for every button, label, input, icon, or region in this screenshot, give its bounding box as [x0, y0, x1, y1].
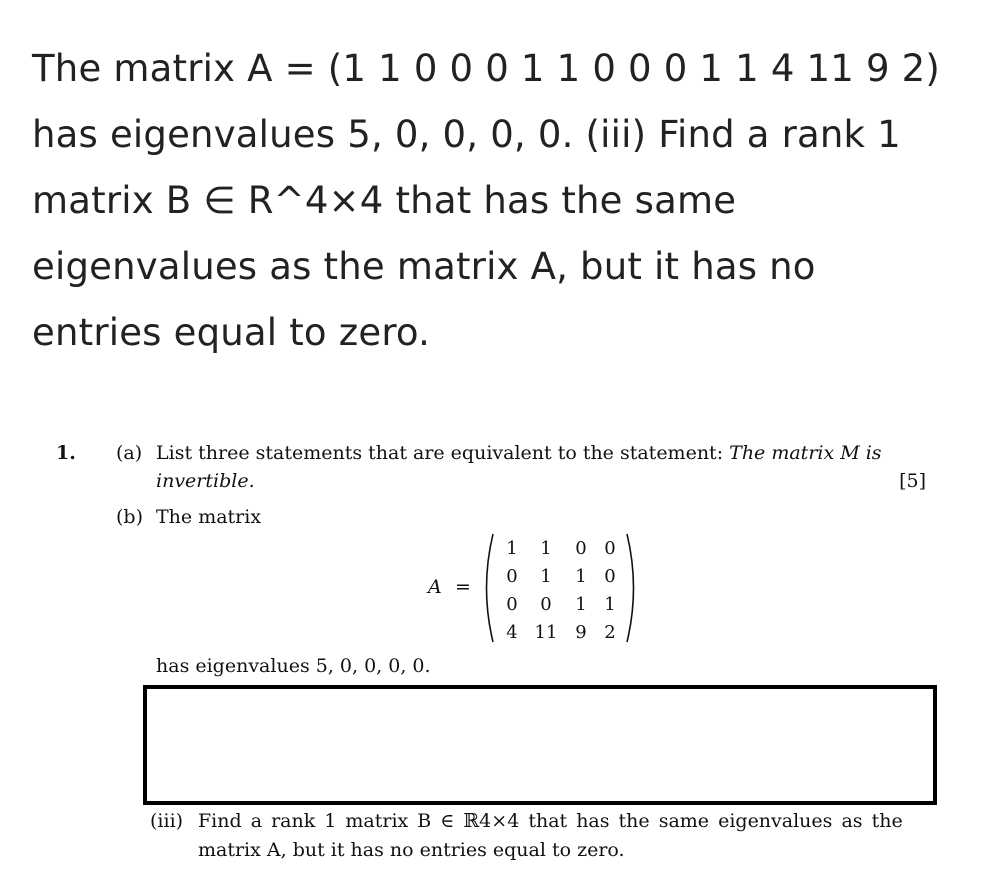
matrix-cell: 1: [540, 565, 552, 587]
matrix-row: [498, 534, 624, 562]
part-a-text: [156, 442, 882, 464]
marks-label: [5]: [899, 470, 926, 492]
matrix-row: [498, 562, 624, 590]
matrix-row: [498, 590, 624, 618]
part-a-text-line2: invertible.: [156, 470, 255, 492]
matrix-equals-sign: =: [455, 576, 471, 598]
part-a-label: (a): [116, 442, 143, 464]
part-a-text-italic: The matrix M is: [729, 442, 882, 464]
question-text: [32, 36, 952, 366]
matrix-cell: 9: [575, 621, 587, 643]
left-parenthesis: [478, 532, 496, 644]
matrix-cell: 4: [506, 621, 518, 643]
part-iii-text-line2: matrix A, but it has no entries equal to zero.: [198, 839, 625, 861]
matrix-name: A: [428, 576, 442, 598]
question-line: has eigenvalues 5, 0, 0, 0, 0. (iii) Find a rank 1: [32, 113, 901, 156]
matrix-cell: 1: [575, 565, 587, 587]
matrix-cell: 0: [575, 537, 587, 559]
question-number: 1.: [56, 442, 76, 464]
matrix-cell: 0: [506, 593, 518, 615]
part-iii-text: Find a rank 1 matrix B ∈ ℝ4×4 that has the same eigenvalues as the: [198, 810, 903, 832]
question-line: The matrix A = (1 1 0 0 0 1 1 0 0 0 1 1 4 11 9 2): [32, 47, 941, 90]
matrix-cell: 0: [604, 565, 616, 587]
matrix-cell: 2: [604, 621, 616, 643]
matrix-cell: 1: [540, 537, 552, 559]
question-line: entries equal to zero.: [32, 311, 431, 354]
matrix-cell: 1: [506, 537, 518, 559]
matrix-row: [498, 618, 624, 646]
question-line: eigenvalues as the matrix A, but it has no: [32, 245, 816, 288]
answer-box[interactable]: [143, 685, 937, 805]
matrix-cell: 1: [604, 593, 616, 615]
eigenvalues-text: has eigenvalues 5, 0, 0, 0, 0.: [156, 655, 431, 677]
part-a-text-plain: List three statements that are equivalent to the statement:: [156, 442, 730, 464]
matrix-cell: 1: [575, 593, 587, 615]
part-b-text: The matrix: [156, 506, 262, 528]
part-b-label: (b): [116, 506, 143, 528]
question-line: matrix B ∈ R^4×4 that has the same: [32, 179, 737, 222]
matrix-a: [498, 534, 624, 646]
matrix-cell: 11: [534, 621, 558, 643]
matrix-cell: 0: [540, 593, 552, 615]
matrix-cell: 0: [604, 537, 616, 559]
part-iii-label: (iii): [150, 810, 184, 832]
right-parenthesis: [624, 532, 642, 644]
matrix-cell: 0: [506, 565, 518, 587]
